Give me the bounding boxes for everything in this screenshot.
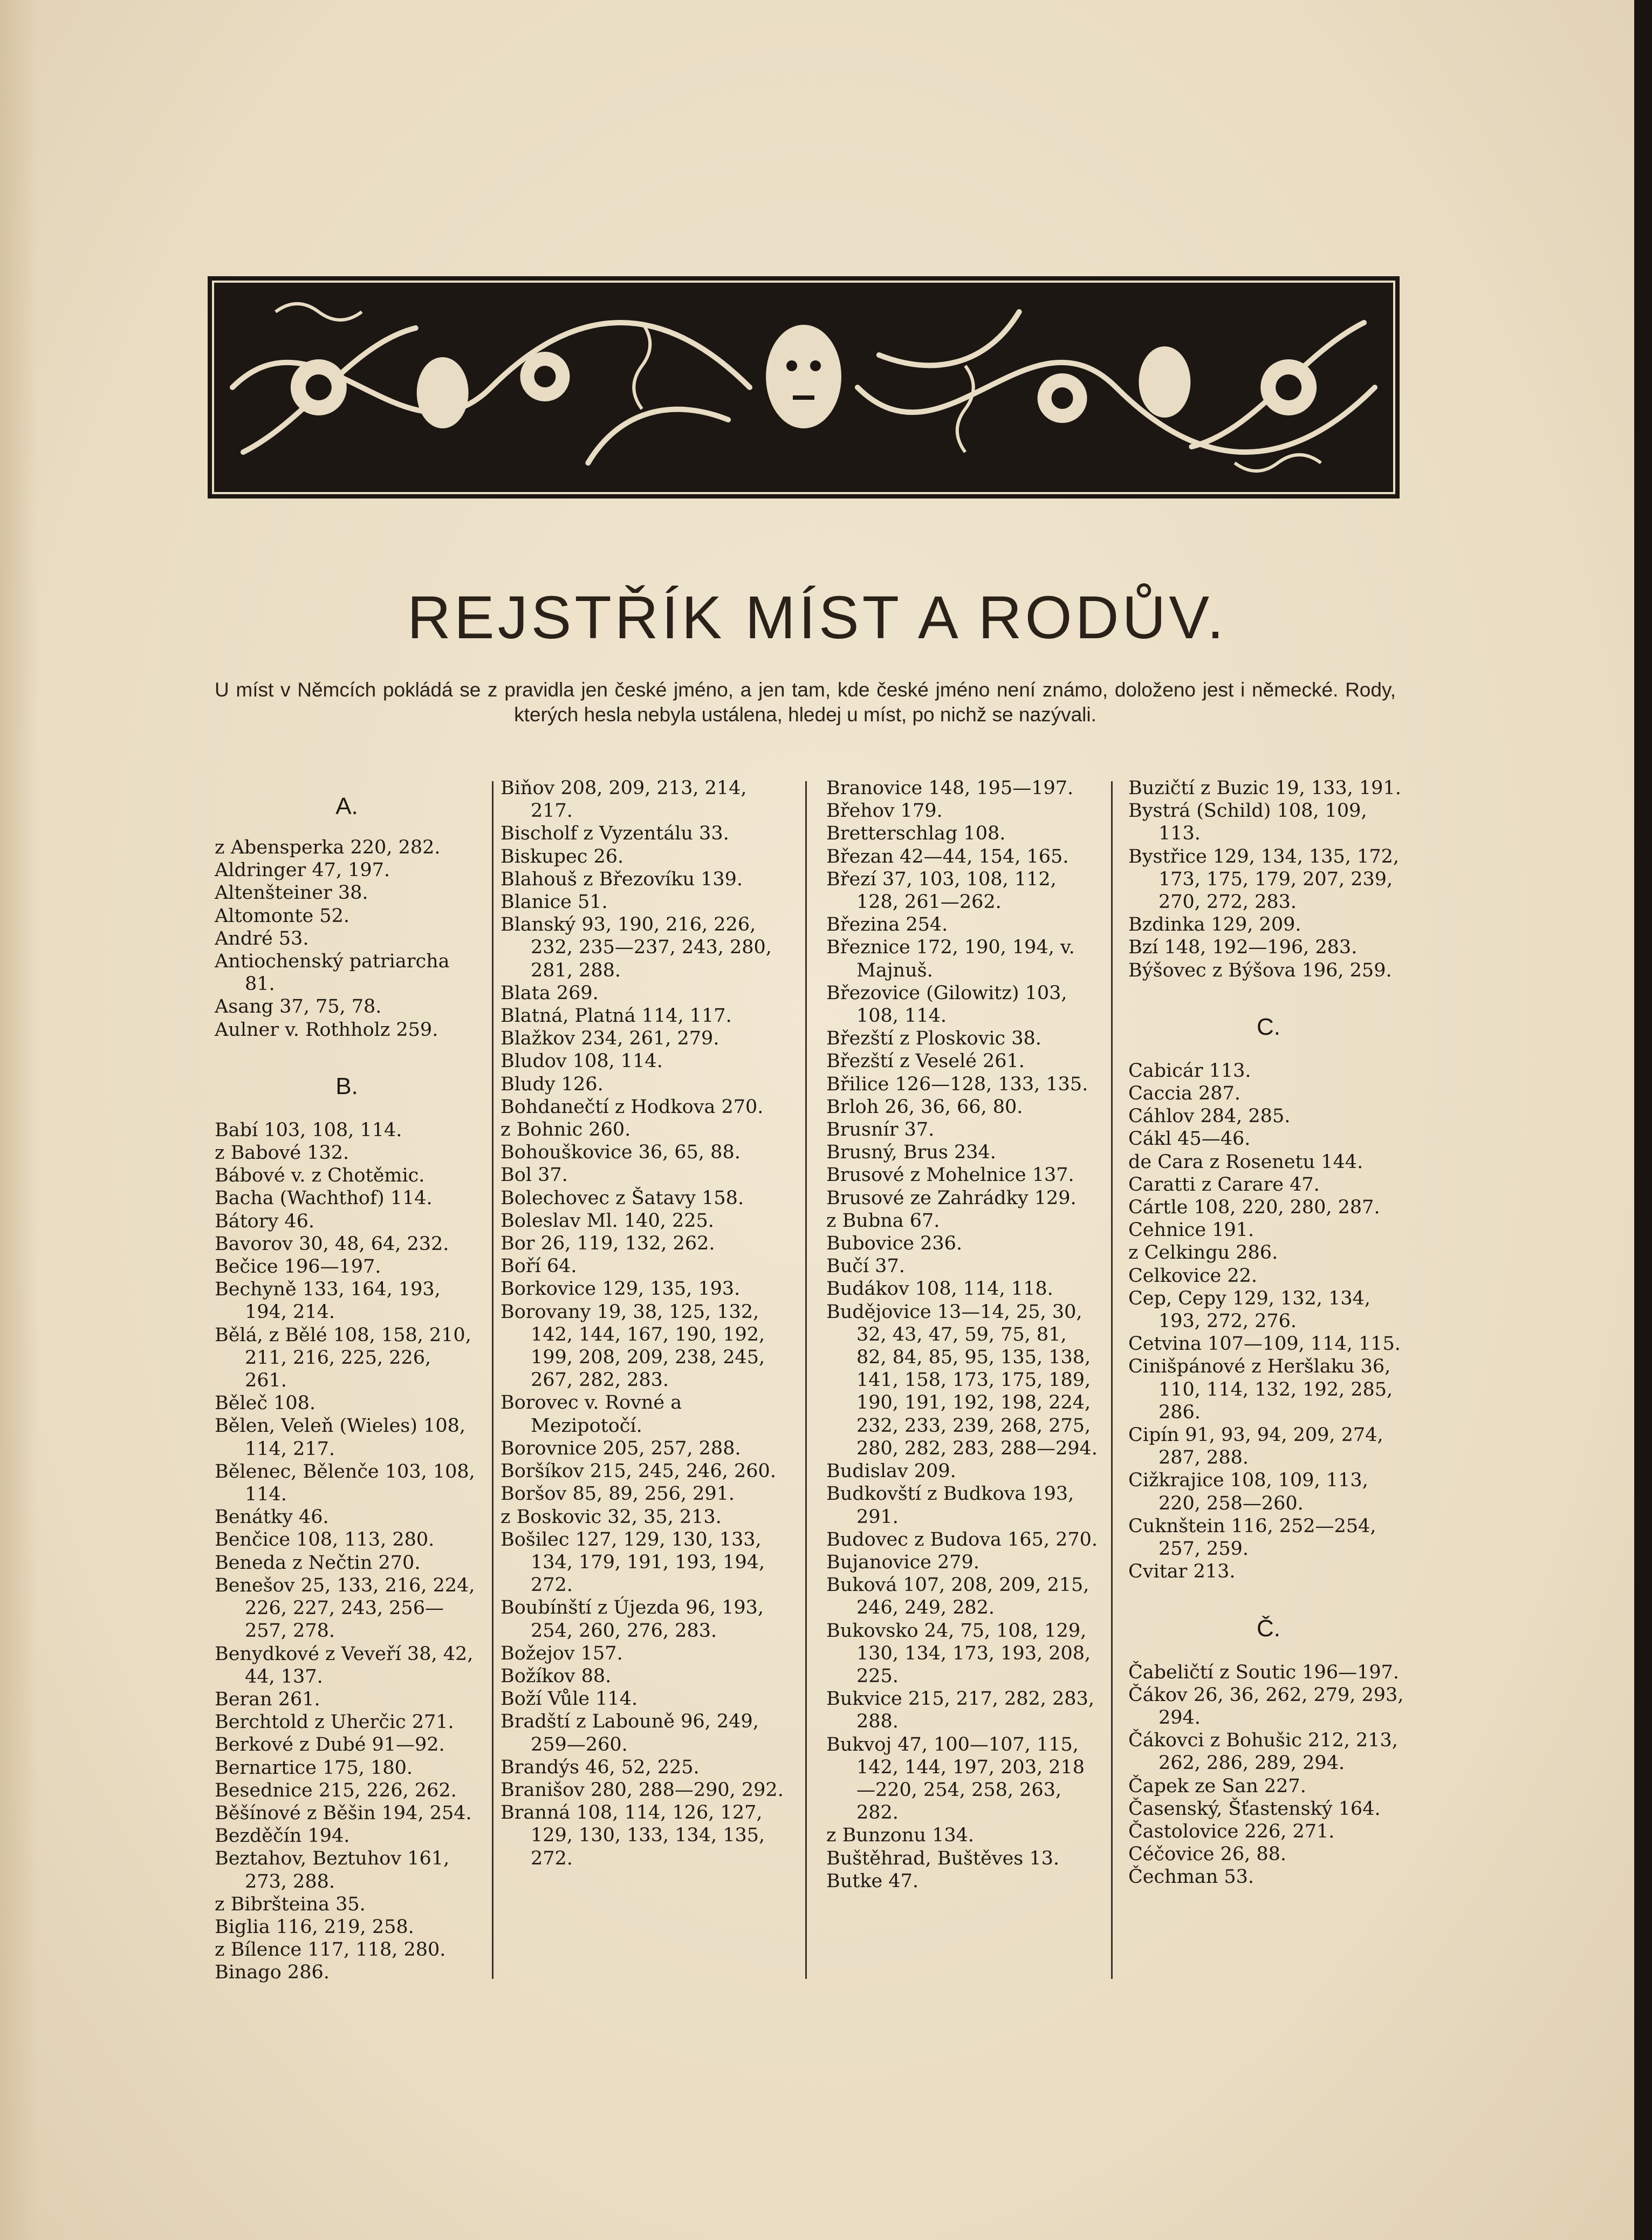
index-entry: Buštěhrad, Buštěves 13.: [826, 1847, 1060, 1869]
index-entry: Bzí 148, 192—196, 283.: [1128, 937, 1358, 959]
index-entry: Brusnír 37.: [826, 1119, 935, 1141]
index-entry: z Bunzonu 134.: [826, 1825, 975, 1847]
index-entry: Beztahov, Beztuhov 161, 273, 288.: [215, 1848, 450, 1893]
section-letter: A.: [335, 793, 358, 819]
index-entry: Biňov 208, 209, 213, 214, 217.: [501, 777, 747, 822]
index-entry: Borkovice 129, 135, 193.: [501, 1278, 741, 1300]
index-entry: Častolovice 226, 271.: [1128, 1820, 1335, 1842]
index-entry: Altenšteiner 38.: [215, 882, 368, 904]
index-entry: Céčovice 26, 88.: [1128, 1843, 1287, 1866]
index-entry: Budkovští z Budkova 193, 291.: [826, 1483, 1074, 1528]
index-entry: Bátory 46.: [215, 1210, 315, 1232]
index-entry: André 53.: [215, 927, 309, 950]
ornamental-banner: [208, 276, 1400, 498]
index-entry: Březnice 172, 190, 194, v. Majnuš.: [826, 937, 1075, 981]
index-column-3: [826, 777, 1099, 1893]
index-entry: Butke 47.: [826, 1870, 919, 1892]
index-entry: Běleč 108.: [215, 1392, 316, 1415]
index-entry: Cáhlov 284, 285.: [1128, 1105, 1291, 1128]
index-entry: Brloh 26, 36, 66, 80.: [826, 1096, 1023, 1118]
index-column-2: [501, 777, 786, 1870]
index-entry: Brusové ze Zahrádky 129.: [826, 1187, 1077, 1209]
index-entry: Branná 108, 114, 126, 127, 129, 130, 133, 134, 135, 272.: [501, 1802, 765, 1869]
index-column-4: [1128, 777, 1409, 1889]
index-entry: Buzičtí z Buzic 19, 133, 191.: [1128, 777, 1401, 799]
index-entry: Březští z Ploskovic 38.: [826, 1028, 1041, 1050]
index-entry: z Bohnic 260.: [501, 1119, 631, 1141]
index-entry: Budislav 209.: [826, 1460, 956, 1483]
column-divider: [1111, 781, 1113, 1979]
index-entry: Beneda z Nečtin 270.: [215, 1552, 421, 1574]
page-binding-shadow: [0, 0, 38, 2240]
index-entry: Besednice 215, 226, 262.: [215, 1779, 457, 1801]
index-entry: Čabeličtí z Soutic 196—197.: [1128, 1661, 1400, 1683]
index-entry: Březina 254.: [826, 914, 948, 936]
column-divider: [805, 781, 807, 1979]
section-letter: B.: [335, 1073, 358, 1099]
index-entry: Blahouš z Březovíku 139.: [501, 868, 743, 890]
index-entry: Bučí 37.: [826, 1255, 905, 1278]
index-entry: Bohouškovice 36, 65, 88.: [501, 1142, 741, 1164]
index-entry: Bischolf z Vyzentálu 33.: [501, 823, 729, 845]
index-entry: Božíkov 88.: [501, 1665, 612, 1687]
index-entry: Bukovsko 24, 75, 108, 129, 130, 134, 173, 193, 208, 225.: [826, 1620, 1091, 1687]
index-entry: Biskupec 26.: [501, 845, 624, 868]
index-entry: Čapek ze San 227.: [1128, 1775, 1306, 1797]
index-entry: Bacha (Wachthof) 114.: [215, 1187, 433, 1210]
index-entry: Babí 103, 108, 114.: [215, 1119, 402, 1141]
index-entry: Beran 261.: [215, 1688, 320, 1710]
index-entry: Březovice (Gilowitz) 103, 108, 114.: [826, 982, 1067, 1027]
index-entry: Bečice 196—197.: [215, 1256, 381, 1278]
index-entry: z Bílence 117, 118, 280.: [215, 1939, 446, 1961]
index-entry: Bábové v. z Chotěmic.: [215, 1165, 425, 1187]
index-entry: Břilice 126—128, 133, 135.: [826, 1073, 1088, 1095]
index-entry: Benátky 46.: [215, 1506, 329, 1528]
index-entry: Cižkrajice 108, 109, 113, 220, 258—260.: [1128, 1470, 1368, 1514]
index-entry: Čechman 53.: [1128, 1866, 1255, 1888]
index-entry: de Cara z Rosenetu 144.: [1128, 1151, 1363, 1173]
index-entry: Bludy 126.: [501, 1073, 604, 1095]
index-entry: Bezděčín 194.: [215, 1825, 350, 1847]
index-entry: Caccia 287.: [1128, 1083, 1240, 1105]
index-entry: Bol 37.: [501, 1164, 568, 1186]
index-entry: Bubovice 236.: [826, 1233, 963, 1255]
index-entry: Boršov 85, 89, 256, 291.: [501, 1483, 735, 1505]
section-gap: [215, 1041, 479, 1054]
index-entry: Aldringer 47, 197.: [215, 859, 390, 882]
index-entry: Cep, Cepy 129, 132, 134, 193, 272, 276.: [1128, 1287, 1370, 1333]
index-entry: Cabicár 113.: [1128, 1060, 1251, 1082]
index-entry: Boží Vůle 114.: [501, 1688, 638, 1710]
index-entry: Cinišpánové z Heršlaku 36, 110, 114, 132, 192, 285, 286.: [1128, 1356, 1393, 1423]
section-letter: C.: [1257, 1013, 1280, 1040]
index-entry: z Bubna 67.: [826, 1210, 940, 1232]
index-entry: Brusný, Brus 234.: [826, 1142, 996, 1164]
index-column-1: [215, 777, 479, 1984]
index-entry: Býšovec z Býšova 196, 259.: [1128, 959, 1392, 981]
index-entry: Bystrá (Schild) 108, 109, 113.: [1128, 800, 1367, 845]
index-entry: Binago 286.: [215, 1962, 330, 1984]
index-entry: Čákov 26, 36, 262, 279, 293, 294.: [1128, 1684, 1404, 1729]
index-entry: Cetvina 107—109, 114, 115.: [1128, 1333, 1401, 1355]
ornamental-vine-banner-icon: [211, 279, 1396, 495]
index-entry: Březan 42—44, 154, 165.: [826, 845, 1069, 868]
index-entry: Branovice 148, 195—197.: [826, 777, 1074, 799]
index-entry: Bretterschlag 108.: [826, 823, 1006, 845]
index-entry: z Bibršteina 35.: [215, 1893, 366, 1915]
index-entry: Bludov 108, 114.: [501, 1050, 663, 1073]
index-entry: Buková 107, 208, 209, 215, 246, 249, 282.: [826, 1574, 1089, 1619]
index-entry: Cehnice 191.: [1128, 1219, 1255, 1241]
index-entry: Brusové z Mohelnice 137.: [826, 1164, 1074, 1186]
index-entry: Bělenec, Bělenče 103, 108, 114.: [215, 1460, 475, 1506]
index-entry: Bošilec 127, 129, 130, 133, 134, 179, 191, 193, 194, 272.: [501, 1528, 765, 1596]
index-entry: Antiochenský patriarcha 81.: [215, 951, 450, 995]
index-entry: z Boskovic 32, 35, 213.: [501, 1506, 722, 1528]
index-entry: z Abensperka 220, 282.: [215, 837, 441, 858]
intro-note: U míst v Němcích pokládá se z pravidla jen české jméno, a jen tam, kde české jméno není známo, doloženo jest i německé. Rody, kterých hesla nebyla ustálena, hledej u míst, po nichž se nazývali.: [215, 679, 1396, 726]
index-entry: Blanský 93, 190, 216, 226, 232, 235—237, 243, 280, 281, 288.: [501, 914, 772, 981]
column-divider: [492, 781, 493, 1979]
index-entry: Bukvice 215, 217, 282, 283, 288.: [826, 1688, 1094, 1733]
index-entry: Berkové z Dubé 91—92.: [215, 1734, 445, 1756]
section-letter: Č.: [1257, 1615, 1280, 1642]
page-title: REJSTŘÍK MÍST A RODŮV.: [407, 584, 1227, 651]
index-entry: Cipín 91, 93, 94, 209, 274, 287, 288.: [1128, 1424, 1383, 1469]
index-entry: Celkovice 22.: [1128, 1265, 1258, 1287]
index-entry: Budovec z Budova 165, 270.: [826, 1528, 1098, 1551]
index-entry: Cártle 108, 220, 280, 287.: [1128, 1197, 1380, 1219]
index-entry: Benešov 25, 133, 216, 224, 226, 227, 243, 256—257, 278.: [215, 1574, 475, 1642]
index-entry: z Celkingu 286.: [1128, 1242, 1278, 1264]
index-entry: Borovnice 205, 257, 288.: [501, 1437, 741, 1459]
index-entry: Bystřice 129, 134, 135, 172, 173, 175, 179, 207, 239, 270, 272, 283.: [1128, 845, 1399, 913]
index-entry: Boršíkov 215, 245, 246, 260.: [501, 1460, 776, 1483]
index-entry: Bradští z Labouně 96, 249, 259—260.: [501, 1711, 759, 1756]
section-gap: [1128, 982, 1409, 995]
index-entry: Biglia 116, 219, 258.: [215, 1916, 414, 1938]
index-entry: Cvitar 213.: [1128, 1561, 1236, 1583]
index-entry: Borovec v. Rovné a Mezipotočí.: [501, 1392, 682, 1437]
index-entry: Čákovci z Bohušic 212, 213, 262, 286, 289, 294.: [1128, 1730, 1398, 1774]
index-entry: Benydkové z Veveří 38, 42, 44, 137.: [215, 1643, 474, 1688]
index-entry: Berchtold z Uherčic 271.: [215, 1711, 454, 1733]
index-entry: Bělá, z Bělé 108, 158, 210, 211, 216, 225, 226, 261.: [215, 1324, 471, 1392]
index-entry: Blatná, Platná 114, 117.: [501, 1005, 732, 1027]
index-entry: Bujanovice 279.: [826, 1551, 979, 1573]
index-entry: Altomonte 52.: [215, 905, 349, 927]
index-entry: Cuknštein 116, 252—254, 257, 259.: [1128, 1515, 1376, 1560]
index-entry: Borovany 19, 38, 125, 132, 142, 144, 167, 190, 192, 199, 208, 209, 238, 245, 267, 282, 283.: [501, 1301, 765, 1391]
index-entry: Boří 64.: [501, 1255, 577, 1278]
index-entry: Caratti z Carare 47.: [1128, 1173, 1320, 1196]
index-entry: Boubínští z Újezda 96, 193, 254, 260, 276, 283.: [501, 1597, 764, 1642]
index-entry: Břehov 179.: [826, 800, 943, 822]
index-entry: Bechyně 133, 164, 193, 194, 214.: [215, 1279, 441, 1323]
index-entry: Březí 37, 103, 108, 112, 128, 261—262.: [826, 868, 1057, 913]
index-entry: Blata 269.: [501, 982, 599, 1004]
index-entry: Časenský, Šťastenský 164.: [1128, 1798, 1381, 1820]
index-entry: Asang 37, 75, 78.: [215, 996, 382, 1018]
section-gap: [1128, 1583, 1409, 1596]
index-entry: Aulner v. Rothholz 259.: [215, 1019, 438, 1041]
index-entry: Branišov 280, 288—290, 292.: [501, 1779, 784, 1801]
index-entry: Bělen, Veleň (Wieles) 108, 114, 217.: [215, 1415, 465, 1460]
index-entry: Boleslav Ml. 140, 225.: [501, 1210, 714, 1232]
index-entry: Bzdinka 129, 209.: [1128, 914, 1301, 936]
index-entry: Budákov 108, 114, 118.: [826, 1278, 1053, 1300]
index-entry: Benčice 108, 113, 280.: [215, 1529, 435, 1551]
index-entry: Budějovice 13—14, 25, 30, 32, 43, 47, 59, 75, 81, 82, 84, 85, 95, 135, 138, 141, 158, 173, 175, 189, 190, 191, 192, 198, 224, 232, 233, 239, 268, 275, 280, 282, 283, 288—294.: [826, 1301, 1098, 1459]
index-entry: Bor 26, 119, 132, 262.: [501, 1233, 715, 1255]
index-entry: Božejov 157.: [501, 1642, 623, 1664]
index-entry: Bohdanečtí z Hodkova 270.: [501, 1096, 764, 1118]
index-entry: Blažkov 234, 261, 279.: [501, 1028, 719, 1050]
index-entry: Bukvoj 47, 100—107, 115, 142, 144, 197, 203, 218—220, 254, 258, 263, 282.: [826, 1733, 1085, 1824]
index-entry: Cákl 45—46.: [1128, 1128, 1251, 1150]
index-entry: Bavorov 30, 48, 64, 232.: [215, 1233, 449, 1255]
index-entry: Bernartice 175, 180.: [215, 1757, 413, 1779]
index-entry: Březští z Veselé 261.: [826, 1050, 1025, 1073]
index-entry: Běšínové z Běšin 194, 254.: [215, 1802, 472, 1824]
index-entry: Blanice 51.: [501, 891, 608, 913]
index-entry: z Babové 132.: [215, 1142, 349, 1164]
index-entry: Brandýs 46, 52, 225.: [501, 1756, 700, 1778]
index-entry: Bolechovec z Šatavy 158.: [501, 1187, 744, 1209]
